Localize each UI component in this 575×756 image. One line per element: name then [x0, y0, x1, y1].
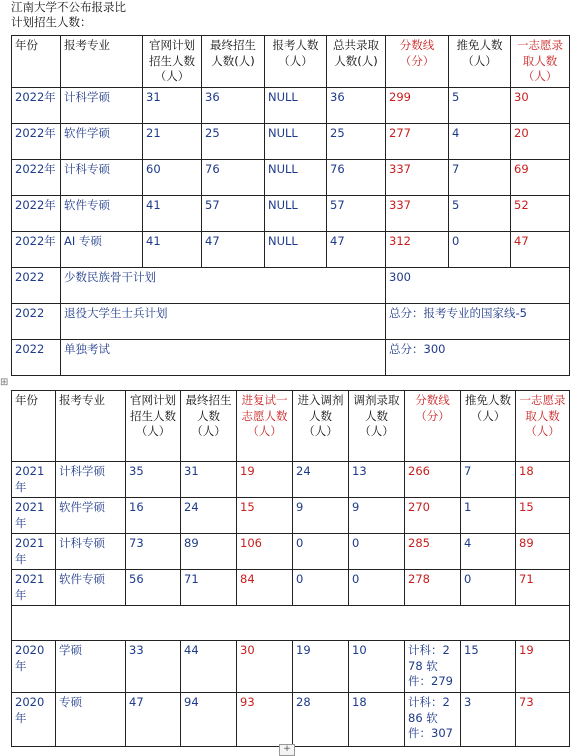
cell-exempt: 15 — [461, 641, 516, 693]
cell-first-choice: 20 — [511, 124, 570, 160]
cell-retest-first-choice: 30 — [237, 641, 293, 693]
cell-first-choice: 15 — [516, 498, 570, 534]
cell-planned: 31 — [143, 88, 202, 124]
cell-final: 44 — [181, 641, 237, 693]
col-header-transfer-admitted: 调剂录取人数（人） — [349, 391, 405, 462]
col-header-cutoff: 分数线（分） — [405, 391, 461, 462]
cell-final: 36 — [202, 88, 265, 124]
heading-line-2: 计划招生人数： — [11, 15, 92, 29]
col-header-year: 年份 — [12, 36, 61, 88]
special-plan-row — [12, 304, 570, 340]
cell-first-choice: 47 — [511, 232, 570, 268]
table-row — [12, 498, 570, 534]
cell-exempt: 0 — [449, 232, 511, 268]
cell-year: 2022年 — [12, 88, 61, 124]
cell-cutoff: 277 — [386, 124, 449, 160]
cell-first-choice: 71 — [516, 570, 570, 606]
cell-applicants: NULL — [265, 196, 327, 232]
col-header-retest-first-choice: 进复试一志愿人数（人） — [237, 391, 293, 462]
cell-exempt: 1 — [461, 498, 516, 534]
cell-retest-first-choice: 19 — [237, 462, 293, 498]
cell-year: 2022 — [12, 340, 61, 376]
cell-major: 软件学硕 — [61, 124, 143, 160]
cell-exempt: 4 — [449, 124, 511, 160]
table2-header-row — [12, 391, 570, 462]
cell-year: 2022年 — [12, 232, 61, 268]
table-row — [12, 124, 570, 160]
cell-applicants: NULL — [265, 232, 327, 268]
cell-plan-name: 少数民族骨干计划 — [61, 268, 386, 304]
empty-cell — [12, 606, 570, 641]
cell-cutoff: 270 — [405, 498, 461, 534]
special-plan-row — [12, 268, 570, 304]
table-row — [12, 641, 570, 693]
col-header-exempt: 推免人数（人） — [449, 36, 511, 88]
cell-year: 2022年 — [12, 196, 61, 232]
cell-final: 89 — [181, 534, 237, 570]
cell-transfer-in: 0 — [293, 570, 349, 606]
cell-total-admitted: 25 — [327, 124, 386, 160]
cell-cutoff: 计科：278 软件：279 — [405, 641, 461, 693]
cell-year: 2022 — [12, 304, 61, 340]
cell-final: 71 — [181, 570, 237, 606]
col-header-total-admitted: 总共录取人数(人) — [327, 36, 386, 88]
cell-plan-score: 总分：报考专业的国家线-5 — [386, 304, 570, 340]
cell-planned: 73 — [126, 534, 181, 570]
col-header-cutoff: 分数线（分） — [386, 36, 449, 88]
cell-exempt: 7 — [461, 462, 516, 498]
cell-transfer-admitted: 0 — [349, 534, 405, 570]
cell-final: 76 — [202, 160, 265, 196]
cell-total-admitted: 76 — [327, 160, 386, 196]
col-header-exempt: 推免人数（人） — [461, 391, 516, 462]
cell-planned: 21 — [143, 124, 202, 160]
col-header-major: 报考专业 — [61, 36, 143, 88]
cell-plan-score: 总分：300 — [386, 340, 570, 376]
cell-exempt: 4 — [461, 534, 516, 570]
table-row — [12, 693, 570, 747]
cell-total-admitted: 47 — [327, 232, 386, 268]
heading-line-1: 江南大学不公布报录比 — [11, 0, 126, 14]
special-plan-row — [12, 340, 570, 376]
table1-header-row — [12, 36, 570, 88]
cell-planned: 60 — [143, 160, 202, 196]
cell-first-choice: 18 — [516, 462, 570, 498]
cell-major: AI 专硕 — [61, 232, 143, 268]
col-header-applicants: 报考人数（人） — [265, 36, 327, 88]
cell-retest-first-choice: 106 — [237, 534, 293, 570]
cell-major: 计科专硕 — [61, 160, 143, 196]
cell-transfer-in: 0 — [293, 534, 349, 570]
cell-planned: 41 — [143, 232, 202, 268]
cell-plan-name: 退役大学生士兵计划 — [61, 304, 386, 340]
cell-first-choice: 73 — [516, 693, 570, 747]
table-row — [12, 196, 570, 232]
admissions-table-2021-2020 — [11, 390, 570, 747]
cell-first-choice: 52 — [511, 196, 570, 232]
cell-total-admitted: 57 — [327, 196, 386, 232]
cell-major: 专硕 — [56, 693, 126, 747]
cell-first-choice: 89 — [516, 534, 570, 570]
cell-transfer-in: 9 — [293, 498, 349, 534]
cell-planned: 33 — [126, 641, 181, 693]
admissions-table-2022 — [11, 35, 570, 376]
col-header-transfer-in: 进入调剂人数（人） — [293, 391, 349, 462]
col-header-first-choice: 一志愿录取人数（人） — [516, 391, 570, 462]
cell-cutoff: 299 — [386, 88, 449, 124]
cell-final: 24 — [181, 498, 237, 534]
cell-major: 计科学硕 — [56, 462, 126, 498]
cell-retest-first-choice: 84 — [237, 570, 293, 606]
table-move-handle-icon[interactable]: ⊞ — [0, 377, 9, 388]
col-header-planned: 官网计划招生人数（人） — [126, 391, 181, 462]
cell-major: 计科学硕 — [61, 88, 143, 124]
cell-planned: 56 — [126, 570, 181, 606]
table-row — [12, 88, 570, 124]
cell-final: 31 — [181, 462, 237, 498]
cell-transfer-admitted: 10 — [349, 641, 405, 693]
col-header-planned: 官网计划招生人数（人） — [143, 36, 202, 88]
cell-planned: 16 — [126, 498, 181, 534]
cell-major: 软件学硕 — [56, 498, 126, 534]
table-row — [12, 534, 570, 570]
cell-transfer-admitted: 9 — [349, 498, 405, 534]
cell-major: 软件专硕 — [61, 196, 143, 232]
add-row-button[interactable]: + — [279, 744, 295, 756]
cell-major: 计科专硕 — [56, 534, 126, 570]
cell-year: 2022年 — [12, 124, 61, 160]
cell-planned: 41 — [143, 196, 202, 232]
cell-transfer-in: 19 — [293, 641, 349, 693]
table-row — [12, 232, 570, 268]
cell-transfer-in: 24 — [293, 462, 349, 498]
cell-year: 2020年 — [12, 641, 56, 693]
cell-transfer-admitted: 13 — [349, 462, 405, 498]
table-row — [12, 462, 570, 498]
cell-retest-first-choice: 15 — [237, 498, 293, 534]
cell-exempt: 3 — [461, 693, 516, 747]
col-header-final: 最终招生人数(人) — [202, 36, 265, 88]
cell-final: 57 — [202, 196, 265, 232]
cell-exempt: 7 — [449, 160, 511, 196]
cell-retest-first-choice: 93 — [237, 693, 293, 747]
cell-exempt: 5 — [449, 88, 511, 124]
cell-major: 软件专硕 — [56, 570, 126, 606]
cell-exempt: 5 — [449, 196, 511, 232]
cell-exempt: 0 — [461, 570, 516, 606]
cell-first-choice: 19 — [516, 641, 570, 693]
cell-year: 2021年 — [12, 498, 56, 534]
cell-final: 94 — [181, 693, 237, 747]
cell-applicants: NULL — [265, 124, 327, 160]
cell-total-admitted: 36 — [327, 88, 386, 124]
col-header-first-choice: 一志愿录取人数（人） — [511, 36, 570, 88]
cell-transfer-admitted: 18 — [349, 693, 405, 747]
table-row — [12, 160, 570, 196]
cell-final: 47 — [202, 232, 265, 268]
cell-year: 2020年 — [12, 693, 56, 747]
cell-cutoff: 285 — [405, 534, 461, 570]
cell-cutoff: 337 — [386, 196, 449, 232]
cell-transfer-in: 28 — [293, 693, 349, 747]
cell-plan-score: 300 — [386, 268, 570, 304]
cell-applicants: NULL — [265, 88, 327, 124]
cell-cutoff: 278 — [405, 570, 461, 606]
col-header-year: 年份 — [12, 391, 56, 462]
col-header-major: 报考专业 — [56, 391, 126, 462]
cell-cutoff: 337 — [386, 160, 449, 196]
cell-first-choice: 69 — [511, 160, 570, 196]
empty-separator-row — [12, 606, 570, 641]
cell-year: 2022年 — [12, 160, 61, 196]
cell-planned: 35 — [126, 462, 181, 498]
cell-cutoff: 312 — [386, 232, 449, 268]
cell-applicants: NULL — [265, 160, 327, 196]
cell-plan-name: 单独考试 — [61, 340, 386, 376]
table-row — [12, 570, 570, 606]
cell-year: 2021年 — [12, 462, 56, 498]
cell-final: 25 — [202, 124, 265, 160]
cell-year: 2021年 — [12, 534, 56, 570]
cell-year: 2022 — [12, 268, 61, 304]
document-heading — [11, 0, 126, 30]
cell-cutoff: 266 — [405, 462, 461, 498]
cell-first-choice: 30 — [511, 88, 570, 124]
cell-planned: 47 — [126, 693, 181, 747]
col-header-final: 最终招生人数（人） — [181, 391, 237, 462]
cell-cutoff: 计科：286 软件：307 — [405, 693, 461, 747]
cell-transfer-admitted: 0 — [349, 570, 405, 606]
cell-year: 2021年 — [12, 570, 56, 606]
cell-major: 学硕 — [56, 641, 126, 693]
